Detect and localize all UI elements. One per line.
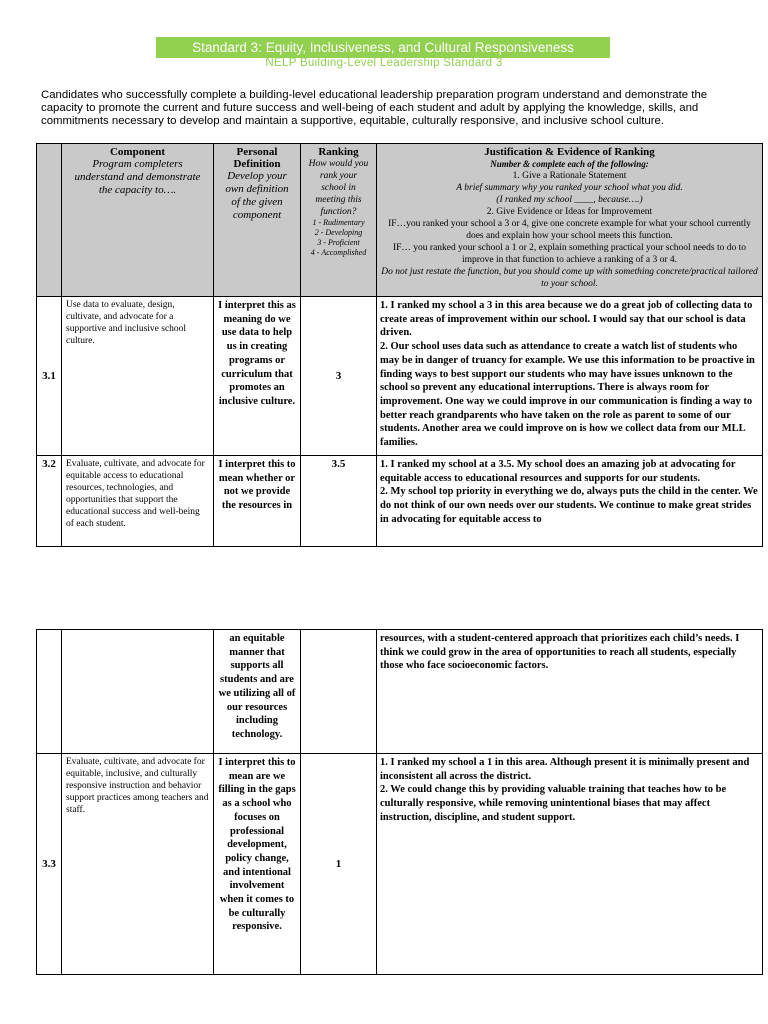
- row-number: 3.2: [37, 456, 62, 547]
- header-ranking-line: school in: [321, 183, 356, 193]
- row-ranking: 3: [301, 297, 377, 456]
- ranking-scale-item: 2 - Developing: [314, 228, 363, 237]
- header-definition-title: Personal: [236, 146, 278, 158]
- justification-evidence: 2. Our school uses data such as attendance to create a watch list of students who may be in danger of truancy for example. We use this information to be proactive in finding ways to best support our students who may have issues unknown to the school so prevent any educational interruptions. There is always room for improvement. One way we could improve in our communication is finding a way to better reach grandparents who have taken on the role as parent to some of our students. Another area we could improve on is how we collect data from our MLL families.: [380, 341, 755, 449]
- row-definition: I interpret this as meaning do we use data to help us in creating programs or curriculum that promotes an inclusive culture.: [214, 297, 301, 456]
- header-justification-desc: A brief summary why you ranked your school what you did.: [456, 183, 683, 193]
- row-ranking: 1: [301, 754, 377, 975]
- row-component-empty: [62, 630, 214, 754]
- header-definition-line: own definition: [225, 183, 289, 195]
- justification-evidence: 2. My school top priority in everything we do, always puts the child in the center. We do not think of our own needs over our students. We continue to make great strides in advocating for equitable access to: [380, 486, 758, 525]
- row-justification-continued: [377, 630, 763, 754]
- header-definition-line: of the given: [231, 196, 283, 208]
- ranking-scale-item: 4 - Accomplished: [310, 248, 367, 257]
- header-ranking: [301, 144, 377, 297]
- header-ranking-line: rank your: [319, 171, 358, 181]
- header-justification-example: (I ranked my school ____, because….): [496, 195, 643, 205]
- row-ranking-empty: [301, 630, 377, 754]
- ranking-scale-item: 3 - Proficient: [317, 238, 360, 247]
- ranking-scale-item: 1 - Rudimentary: [312, 218, 365, 227]
- row-justification: [377, 456, 763, 547]
- row-definition: I interpret this to mean are we filling in the gaps as a school who focuses on professional development, policy change, and intentional involvement when it comes to be culturally responsive.: [214, 754, 301, 975]
- table-row: [37, 297, 763, 456]
- row-number: 3.1: [37, 297, 62, 456]
- justification-rationale: 1. I ranked my school a 3 in this area because we do a great job of collecting data to create areas of improvement within our school. I would say that our school is data driven.: [380, 300, 753, 339]
- header-justification: [377, 144, 763, 297]
- table-row: [37, 754, 763, 975]
- header-component-title: Component: [109, 146, 165, 158]
- row-number-empty: [37, 630, 62, 754]
- header-justification-item: 1. Give a Rationale Statement: [512, 171, 627, 181]
- row-number: 3.3: [37, 754, 62, 975]
- intro-paragraph: Candidates who successfully complete a building-level educational leadership preparation program understand and demonstrate the capacity to promote the current and future success and well-being of each student and adult by applying the knowledge, skills, and commitments necessary to develop and maintain a supportive, equitable, culturally responsive, and inclusive school culture.: [41, 89, 708, 127]
- header-component: [62, 144, 214, 297]
- header-justification-item: 2. Give Evidence or Ideas for Improvement: [486, 207, 653, 217]
- row-definition-continued: an equitable manner that supports all students and are we utilizing all of our resources including technology.: [214, 630, 301, 754]
- header-component-line: the capacity to….: [98, 184, 177, 196]
- row-component: Evaluate, cultivate, and advocate for equitable, inclusive, and culturally responsive instruction and behavior support practices among teachers and staff.: [62, 754, 214, 975]
- header-definition-title: Definition: [233, 158, 281, 170]
- header-justification-title: Justification & Evidence of Ranking: [484, 146, 655, 158]
- table-row-continued: [37, 630, 763, 754]
- header-ranking-title: Ranking: [318, 146, 359, 158]
- header-ranking-line: function?: [320, 207, 357, 217]
- table-header-row: [37, 144, 763, 297]
- standards-table-page-2: [36, 629, 763, 975]
- justification-rationale: 1. I ranked my school a 1 in this area. Although present it is minimally present and inconsistent all across the district.: [380, 757, 750, 782]
- row-justification: [377, 297, 763, 456]
- justification-evidence-continued: resources, with a student-centered approach that prioritizes each child’s needs. I think we could grow in the area of opportunities to reach all students, especially those who face socioeconomic factors.: [380, 633, 740, 672]
- header-number-cell: [37, 144, 62, 297]
- header-ranking-line: meeting this: [315, 195, 362, 205]
- header-justification-note: Do not just restate the function, but you should come up with something concrete/practical tailored to your school.: [381, 267, 758, 289]
- page-title: Standard 3: Equity, Inclusiveness, and Cultural Responsiveness: [192, 40, 574, 55]
- header-justification-subtitle: Number & complete each of the following:: [490, 159, 649, 169]
- page-subtitle: NELP Building-Level Leadership Standard 3: [265, 57, 503, 69]
- row-definition: I interpret this to mean whether or not we provide the resources in: [214, 456, 301, 547]
- row-component: Evaluate, cultivate, and advocate for equitable access to educational resources, technologies, and opportunities that support the educational success and well-being of each student.: [62, 456, 214, 547]
- header-personal-definition: [214, 144, 301, 297]
- header-ranking-line: How would you: [308, 159, 369, 169]
- justification-evidence: 2. We could change this by providing valuable training that teaches how to be culturally responsive, while removing unintentional biases that may affect instruction, discipline, and student support.: [380, 784, 727, 823]
- justification-rationale: 1. I ranked my school at a 3.5. My school does an amazing job at advocating for equitable access to educational resources and supports for our students.: [380, 459, 736, 484]
- standards-table-page-1: [36, 143, 763, 547]
- header-component-line: understand and demonstrate: [74, 171, 201, 183]
- row-justification: [377, 754, 763, 975]
- header-justification-if-low: IF… you ranked your school a 1 or 2, explain something practical your school needs to do to improve in that function to achieve a ranking of a 3 or 4.: [392, 243, 746, 265]
- header-justification-if-high: IF…you ranked your school a 3 or 4, give one concrete example for what your school currently does and explain how your school meets this function.: [388, 219, 751, 241]
- table-row: [37, 456, 763, 547]
- header-definition-line: component: [232, 209, 282, 221]
- row-ranking: 3.5: [301, 456, 377, 547]
- header-component-line: Program completers: [92, 158, 183, 170]
- header-definition-line: Develop your: [227, 170, 287, 182]
- row-component: Use data to evaluate, design, cultivate, and advocate for a supportive and inclusive school culture.: [62, 297, 214, 456]
